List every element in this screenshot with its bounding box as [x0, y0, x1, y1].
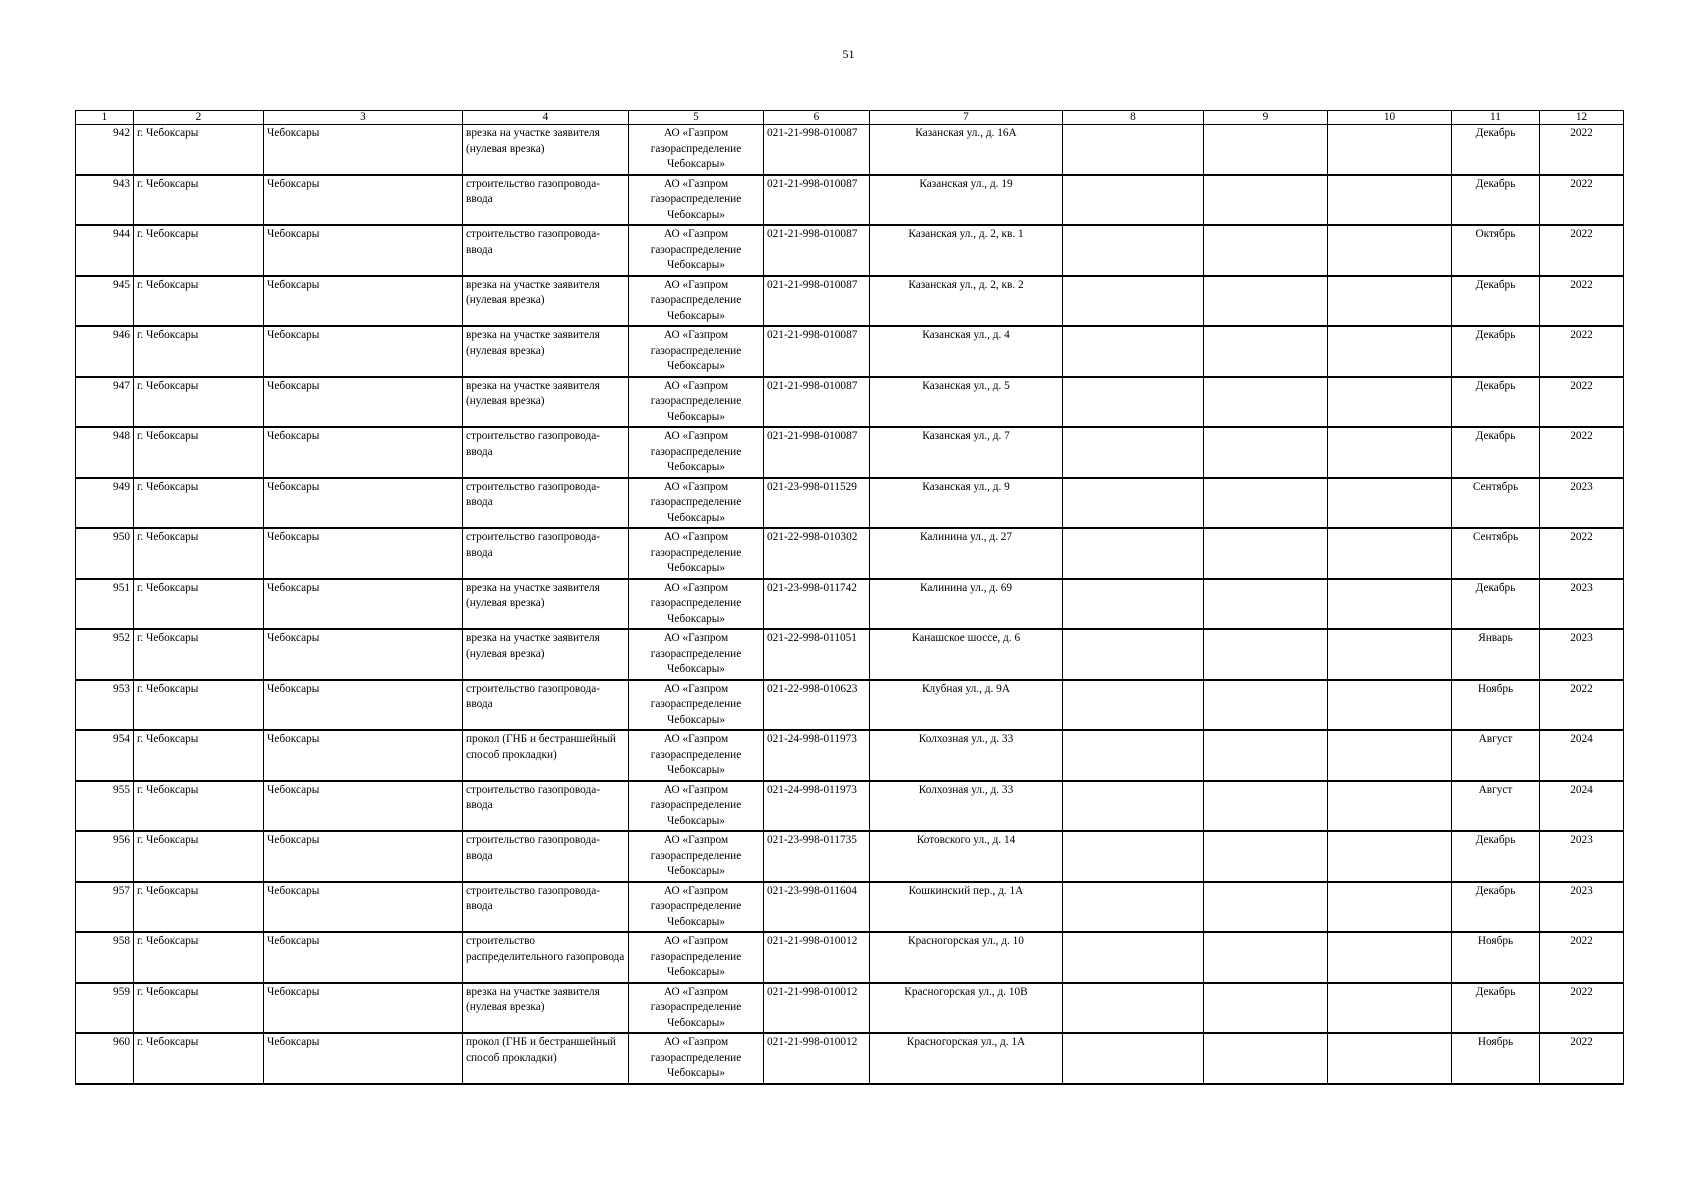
- column-10-cell: [1328, 377, 1452, 428]
- year-cell: 2023: [1540, 882, 1624, 933]
- column-header-2: 2: [134, 111, 264, 125]
- contract-number-cell: 021-21-998-010087: [764, 175, 870, 226]
- table-row: [76, 125, 1624, 175]
- month-cell: Сентябрь: [1452, 528, 1540, 579]
- city-cell: г. Чебоксары: [134, 983, 264, 1034]
- column-9-cell: [1204, 680, 1328, 731]
- column-header-9: 9: [1204, 111, 1328, 125]
- column-9-cell: [1204, 629, 1328, 680]
- settlement-cell: Чебоксары: [264, 1033, 463, 1084]
- month-cell: Декабрь: [1452, 377, 1540, 428]
- row-number-cell: 949: [76, 478, 134, 529]
- table-row: [76, 781, 1624, 832]
- table-row: [76, 983, 1624, 1034]
- column-header-6: 6: [764, 111, 870, 125]
- table-row: [76, 326, 1624, 377]
- organization-cell: АО «Газпром газораспределение Чебоксары»: [629, 276, 764, 327]
- organization-cell: АО «Газпром газораспределение Чебоксары»: [629, 528, 764, 579]
- column-8-cell: [1063, 730, 1204, 781]
- table-row: [76, 175, 1624, 226]
- work-type-cell: врезка на участке заявителя (нулевая врезка): [463, 629, 629, 680]
- column-10-cell: [1328, 629, 1452, 680]
- column-9-cell: [1204, 276, 1328, 327]
- year-cell: 2022: [1540, 175, 1624, 226]
- year-cell: 2024: [1540, 781, 1624, 832]
- row-number-cell: 951: [76, 579, 134, 630]
- city-cell: г. Чебоксары: [134, 680, 264, 731]
- column-9-cell: [1204, 730, 1328, 781]
- settlement-cell: Чебоксары: [264, 125, 463, 175]
- address-cell: Колхозная ул., д. 33: [870, 781, 1063, 832]
- column-8-cell: [1063, 125, 1204, 175]
- settlement-cell: Чебоксары: [264, 932, 463, 983]
- year-cell: 2022: [1540, 680, 1624, 731]
- address-cell: Кошкинский пер., д. 1А: [870, 882, 1063, 933]
- settlement-cell: Чебоксары: [264, 225, 463, 276]
- city-cell: г. Чебоксары: [134, 730, 264, 781]
- month-cell: Январь: [1452, 629, 1540, 680]
- month-cell: Октябрь: [1452, 225, 1540, 276]
- column-8-cell: [1063, 680, 1204, 731]
- organization-cell: АО «Газпром газораспределение Чебоксары»: [629, 680, 764, 731]
- organization-cell: АО «Газпром газораспределение Чебоксары»: [629, 831, 764, 882]
- contract-number-cell: 021-22-998-010302: [764, 528, 870, 579]
- month-cell: Декабрь: [1452, 427, 1540, 478]
- column-9-cell: [1204, 125, 1328, 175]
- contract-number-cell: 021-22-998-011051: [764, 629, 870, 680]
- year-cell: 2023: [1540, 579, 1624, 630]
- row-number-cell: 958: [76, 932, 134, 983]
- organization-cell: АО «Газпром газораспределение Чебоксары»: [629, 882, 764, 933]
- column-10-cell: [1328, 225, 1452, 276]
- column-10-cell: [1328, 730, 1452, 781]
- city-cell: г. Чебоксары: [134, 276, 264, 327]
- city-cell: г. Чебоксары: [134, 831, 264, 882]
- settlement-cell: Чебоксары: [264, 983, 463, 1034]
- column-8-cell: [1063, 528, 1204, 579]
- contract-number-cell: 021-24-998-011973: [764, 730, 870, 781]
- row-number-cell: 945: [76, 276, 134, 327]
- address-cell: Красногорская ул., д. 10: [870, 932, 1063, 983]
- column-10-cell: [1328, 579, 1452, 630]
- month-cell: Ноябрь: [1452, 932, 1540, 983]
- year-cell: 2022: [1540, 377, 1624, 428]
- work-type-cell: врезка на участке заявителя (нулевая врезка): [463, 377, 629, 428]
- settlement-cell: Чебоксары: [264, 730, 463, 781]
- work-type-cell: строительство газопровода-ввода: [463, 528, 629, 579]
- settlement-cell: Чебоксары: [264, 528, 463, 579]
- month-cell: Сентябрь: [1452, 478, 1540, 529]
- work-type-cell: врезка на участке заявителя (нулевая врезка): [463, 326, 629, 377]
- row-number-cell: 944: [76, 225, 134, 276]
- organization-cell: АО «Газпром газораспределение Чебоксары»: [629, 125, 764, 175]
- column-header-10: 10: [1328, 111, 1452, 125]
- contract-number-cell: 021-21-998-010087: [764, 326, 870, 377]
- settlement-cell: Чебоксары: [264, 326, 463, 377]
- column-10-cell: [1328, 427, 1452, 478]
- address-cell: Казанская ул., д. 5: [870, 377, 1063, 428]
- work-type-cell: строительство газопровода-ввода: [463, 427, 629, 478]
- organization-cell: АО «Газпром газораспределение Чебоксары»: [629, 579, 764, 630]
- table-row: [76, 377, 1624, 428]
- address-cell: Клубная ул., д. 9А: [870, 680, 1063, 731]
- column-10-cell: [1328, 528, 1452, 579]
- city-cell: г. Чебоксары: [134, 427, 264, 478]
- settlement-cell: Чебоксары: [264, 276, 463, 327]
- row-number-cell: 950: [76, 528, 134, 579]
- column-header-11: 11: [1452, 111, 1540, 125]
- column-8-cell: [1063, 882, 1204, 933]
- column-9-cell: [1204, 983, 1328, 1034]
- column-10-cell: [1328, 175, 1452, 226]
- contract-number-cell: 021-21-998-010087: [764, 427, 870, 478]
- settlement-cell: Чебоксары: [264, 781, 463, 832]
- organization-cell: АО «Газпром газораспределение Чебоксары»: [629, 629, 764, 680]
- month-cell: Ноябрь: [1452, 680, 1540, 731]
- column-9-cell: [1204, 377, 1328, 428]
- header-row: [76, 111, 1624, 125]
- year-cell: 2022: [1540, 932, 1624, 983]
- column-10-cell: [1328, 326, 1452, 377]
- city-cell: г. Чебоксары: [134, 225, 264, 276]
- column-9-cell: [1204, 882, 1328, 933]
- address-cell: Казанская ул., д. 7: [870, 427, 1063, 478]
- address-cell: Котовского ул., д. 14: [870, 831, 1063, 882]
- work-type-cell: строительство газопровода-ввода: [463, 225, 629, 276]
- settlement-cell: Чебоксары: [264, 831, 463, 882]
- row-number-cell: 959: [76, 983, 134, 1034]
- month-cell: Август: [1452, 781, 1540, 832]
- column-header-7: 7: [870, 111, 1063, 125]
- work-type-cell: прокол (ГНБ и бестраншейный способ прокладки): [463, 730, 629, 781]
- year-cell: 2023: [1540, 629, 1624, 680]
- row-number-cell: 954: [76, 730, 134, 781]
- city-cell: г. Чебоксары: [134, 175, 264, 226]
- table-row: [76, 882, 1624, 933]
- settlement-cell: Чебоксары: [264, 175, 463, 226]
- organization-cell: АО «Газпром газораспределение Чебоксары»: [629, 175, 764, 226]
- table-row: [76, 1033, 1624, 1084]
- column-10-cell: [1328, 276, 1452, 327]
- contract-number-cell: 021-21-998-010012: [764, 1033, 870, 1084]
- city-cell: г. Чебоксары: [134, 781, 264, 832]
- city-cell: г. Чебоксары: [134, 1033, 264, 1084]
- city-cell: г. Чебоксары: [134, 882, 264, 933]
- month-cell: Декабрь: [1452, 125, 1540, 175]
- work-type-cell: врезка на участке заявителя (нулевая врезка): [463, 579, 629, 630]
- contract-number-cell: 021-21-998-010087: [764, 276, 870, 327]
- column-10-cell: [1328, 1033, 1452, 1084]
- column-8-cell: [1063, 831, 1204, 882]
- table-body: [76, 125, 1624, 1084]
- organization-cell: АО «Газпром газораспределение Чебоксары»: [629, 730, 764, 781]
- work-type-cell: строительство распределительного газопровода: [463, 932, 629, 983]
- row-number-cell: 942: [76, 125, 134, 175]
- column-8-cell: [1063, 175, 1204, 226]
- month-cell: Декабрь: [1452, 276, 1540, 327]
- settlement-cell: Чебоксары: [264, 478, 463, 529]
- work-type-cell: строительство газопровода-ввода: [463, 680, 629, 731]
- settlement-cell: Чебоксары: [264, 680, 463, 731]
- row-number-cell: 952: [76, 629, 134, 680]
- work-type-cell: строительство газопровода-ввода: [463, 781, 629, 832]
- column-8-cell: [1063, 629, 1204, 680]
- contract-number-cell: 021-23-998-011742: [764, 579, 870, 630]
- contract-number-cell: 021-23-998-011529: [764, 478, 870, 529]
- organization-cell: АО «Газпром газораспределение Чебоксары»: [629, 1033, 764, 1084]
- column-8-cell: [1063, 427, 1204, 478]
- organization-cell: АО «Газпром газораспределение Чебоксары»: [629, 781, 764, 832]
- year-cell: 2022: [1540, 276, 1624, 327]
- city-cell: г. Чебоксары: [134, 478, 264, 529]
- row-number-cell: 957: [76, 882, 134, 933]
- address-cell: Казанская ул., д. 2, кв. 1: [870, 225, 1063, 276]
- row-number-cell: 948: [76, 427, 134, 478]
- contract-number-cell: 021-21-998-010012: [764, 983, 870, 1034]
- contract-number-cell: 021-21-998-010087: [764, 225, 870, 276]
- year-cell: 2022: [1540, 1033, 1624, 1084]
- table-row: [76, 276, 1624, 327]
- column-9-cell: [1204, 326, 1328, 377]
- row-number-cell: 960: [76, 1033, 134, 1084]
- organization-cell: АО «Газпром газораспределение Чебоксары»: [629, 478, 764, 529]
- work-type-cell: врезка на участке заявителя (нулевая врезка): [463, 983, 629, 1034]
- city-cell: г. Чебоксары: [134, 629, 264, 680]
- column-10-cell: [1328, 932, 1452, 983]
- city-cell: г. Чебоксары: [134, 528, 264, 579]
- table-row: [76, 629, 1624, 680]
- city-cell: г. Чебоксары: [134, 579, 264, 630]
- column-10-cell: [1328, 831, 1452, 882]
- address-cell: Калинина ул., д. 69: [870, 579, 1063, 630]
- column-header-3: 3: [264, 111, 463, 125]
- row-number-cell: 955: [76, 781, 134, 832]
- address-cell: Казанская ул., д. 4: [870, 326, 1063, 377]
- column-header-1: 1: [76, 111, 134, 125]
- organization-cell: АО «Газпром газораспределение Чебоксары»: [629, 377, 764, 428]
- page-number: 51: [842, 47, 855, 61]
- settlement-cell: Чебоксары: [264, 882, 463, 933]
- address-cell: Канашское шоссе, д. 6: [870, 629, 1063, 680]
- column-8-cell: [1063, 225, 1204, 276]
- month-cell: Декабрь: [1452, 579, 1540, 630]
- data-table: [75, 110, 1624, 1085]
- contract-number-cell: 021-22-998-010623: [764, 680, 870, 731]
- city-cell: г. Чебоксары: [134, 932, 264, 983]
- row-number-cell: 943: [76, 175, 134, 226]
- year-cell: 2023: [1540, 831, 1624, 882]
- column-8-cell: [1063, 932, 1204, 983]
- settlement-cell: Чебоксары: [264, 629, 463, 680]
- work-type-cell: врезка на участке заявителя (нулевая врезка): [463, 125, 629, 175]
- table-row: [76, 579, 1624, 630]
- column-8-cell: [1063, 781, 1204, 832]
- work-type-cell: врезка на участке заявителя (нулевая врезка): [463, 276, 629, 327]
- organization-cell: АО «Газпром газораспределение Чебоксары»: [629, 932, 764, 983]
- column-9-cell: [1204, 528, 1328, 579]
- column-header-12: 12: [1540, 111, 1624, 125]
- row-number-cell: 953: [76, 680, 134, 731]
- column-9-cell: [1204, 579, 1328, 630]
- organization-cell: АО «Газпром газораспределение Чебоксары»: [629, 326, 764, 377]
- month-cell: Декабрь: [1452, 983, 1540, 1034]
- address-cell: Казанская ул., д. 19: [870, 175, 1063, 226]
- column-10-cell: [1328, 882, 1452, 933]
- year-cell: 2022: [1540, 427, 1624, 478]
- row-number-cell: 956: [76, 831, 134, 882]
- settlement-cell: Чебоксары: [264, 427, 463, 478]
- column-9-cell: [1204, 427, 1328, 478]
- address-cell: Красногорская ул., д. 1А: [870, 1033, 1063, 1084]
- organization-cell: АО «Газпром газораспределение Чебоксары»: [629, 983, 764, 1034]
- organization-cell: АО «Газпром газораспределение Чебоксары»: [629, 427, 764, 478]
- column-header-8: 8: [1063, 111, 1204, 125]
- column-10-cell: [1328, 781, 1452, 832]
- work-type-cell: прокол (ГНБ и бестраншейный способ прокладки): [463, 1033, 629, 1084]
- year-cell: 2022: [1540, 326, 1624, 377]
- column-9-cell: [1204, 1033, 1328, 1084]
- table-row: [76, 932, 1624, 983]
- month-cell: Декабрь: [1452, 175, 1540, 226]
- month-cell: Декабрь: [1452, 326, 1540, 377]
- address-cell: Казанская ул., д. 9: [870, 478, 1063, 529]
- city-cell: г. Чебоксары: [134, 125, 264, 175]
- column-9-cell: [1204, 225, 1328, 276]
- settlement-cell: Чебоксары: [264, 377, 463, 428]
- column-8-cell: [1063, 478, 1204, 529]
- contract-number-cell: 021-21-998-010087: [764, 125, 870, 175]
- year-cell: 2022: [1540, 225, 1624, 276]
- table-row: [76, 528, 1624, 579]
- organization-cell: АО «Газпром газораспределение Чебоксары»: [629, 225, 764, 276]
- column-10-cell: [1328, 478, 1452, 529]
- year-cell: 2022: [1540, 983, 1624, 1034]
- table-row: [76, 680, 1624, 731]
- column-header-5: 5: [629, 111, 764, 125]
- contract-number-cell: 021-21-998-010087: [764, 377, 870, 428]
- year-cell: 2024: [1540, 730, 1624, 781]
- year-cell: 2022: [1540, 528, 1624, 579]
- column-8-cell: [1063, 276, 1204, 327]
- column-header-4: 4: [463, 111, 629, 125]
- contract-number-cell: 021-23-998-011604: [764, 882, 870, 933]
- column-10-cell: [1328, 983, 1452, 1034]
- table-row: [76, 831, 1624, 882]
- column-9-cell: [1204, 478, 1328, 529]
- address-cell: Казанская ул., д. 2, кв. 2: [870, 276, 1063, 327]
- settlement-cell: Чебоксары: [264, 579, 463, 630]
- work-type-cell: строительство газопровода-ввода: [463, 882, 629, 933]
- contract-number-cell: 021-21-998-010012: [764, 932, 870, 983]
- month-cell: Ноябрь: [1452, 1033, 1540, 1084]
- address-cell: Калинина ул., д. 27: [870, 528, 1063, 579]
- address-cell: Красногорская ул., д. 10В: [870, 983, 1063, 1034]
- contract-number-cell: 021-23-998-011735: [764, 831, 870, 882]
- month-cell: Август: [1452, 730, 1540, 781]
- table-row: [76, 730, 1624, 781]
- address-cell: Казанская ул., д. 16А: [870, 125, 1063, 175]
- work-type-cell: строительство газопровода-ввода: [463, 478, 629, 529]
- column-10-cell: [1328, 125, 1452, 175]
- city-cell: г. Чебоксары: [134, 326, 264, 377]
- table-row: [76, 225, 1624, 276]
- year-cell: 2022: [1540, 125, 1624, 175]
- column-8-cell: [1063, 377, 1204, 428]
- city-cell: г. Чебоксары: [134, 377, 264, 428]
- column-9-cell: [1204, 831, 1328, 882]
- column-8-cell: [1063, 579, 1204, 630]
- contract-number-cell: 021-24-998-011973: [764, 781, 870, 832]
- column-9-cell: [1204, 175, 1328, 226]
- row-number-cell: 946: [76, 326, 134, 377]
- work-type-cell: строительство газопровода-ввода: [463, 175, 629, 226]
- address-cell: Колхозная ул., д. 33: [870, 730, 1063, 781]
- row-number-cell: 947: [76, 377, 134, 428]
- month-cell: Декабрь: [1452, 831, 1540, 882]
- column-8-cell: [1063, 1033, 1204, 1084]
- column-8-cell: [1063, 983, 1204, 1034]
- month-cell: Декабрь: [1452, 882, 1540, 933]
- table-row: [76, 427, 1624, 478]
- column-10-cell: [1328, 680, 1452, 731]
- column-8-cell: [1063, 326, 1204, 377]
- year-cell: 2023: [1540, 478, 1624, 529]
- column-9-cell: [1204, 781, 1328, 832]
- work-type-cell: строительство газопровода-ввода: [463, 831, 629, 882]
- table-row: [76, 478, 1624, 529]
- column-9-cell: [1204, 932, 1328, 983]
